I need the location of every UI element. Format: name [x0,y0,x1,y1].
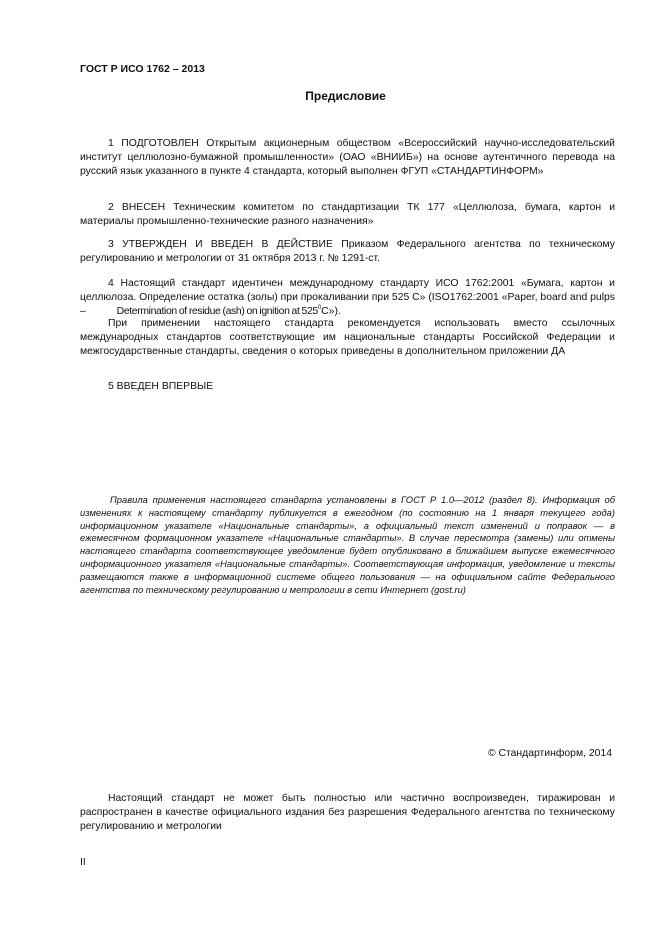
paragraph-2: 2 ВНЕСЕН Техническим комитетом по стандартизации ТК 177 «Целлюлоза, бумага, картон и материалы промышленно-технические разного назначения» [80,202,615,227]
paragraph-1: 1 ПОДГОТОВЛЕН Открытым акционерным обществом «Всероссийский научно-исследовательский институт целлюлозно-бумажной промышленности» (ОАО «ВНИИБ») на основе аутентичного перевода на русский язык указанного в пункте 4 стандарта, который выполнен ФГУП «СТАНДАРТИНФОРМ» [80,138,615,177]
page-number: II [80,857,86,868]
paragraph-4 [80,277,615,319]
paragraph-3: 3 УТВЕРЖДЕН И ВВЕДЕН В ДЕЙСТВИЕ Приказом Федерального агентства по техническому регулированию и метрологии от 31 октября 2013 г. № 1291-ст. [80,239,615,264]
legal-notice: Настоящий стандарт не может быть полностью или частично воспроизведен, тиражирован и распространен в качестве официального издания без разрешения Федерального агентства по техническому регулированию и метрологии [80,793,615,832]
page-title: Предисловие [305,89,386,103]
usage-rules-notice: Правила применения настоящего стандарта установлены в ГОСТ Р 1.0—2012 (раздел 8). Информация об изменениях к настоящему стандарту публикуется в ежегодном (по состоянию на 1 января текущего года) информационном указателе «Национальные стандарты», а официальный текст изменений и поправок — в ежемесячном формационном указателе «Национальные стандарты». В случае пересмотра (замены) или отмены настоящего стандарта соответствующее уведомление будет опубликовано в ближайшем выпуске ежемесячного информационного указателя «Национальные стандарты». Соответствующая информация, уведомление и тексты размещаются также в информационной системе общего пользования — на официальном сайте Федерального агентства по техническому регулированию и метрологии в сети Интернет (gost.ru) [80,494,615,595]
document-code-header: ГОСТ Р ИСО 1762 – 2013 [80,63,205,75]
copyright-line: © Стандартинформ, 2014 [487,748,612,759]
paragraph-4-english-title: Determination of residue (ash) on ignition at 525 [116,306,318,317]
paragraph-4-note: При применении настоящего стандарта рекомендуется использовать вместо ссылочных международных стандартов соответствующие им национальные стандарты Российской Федерации и межгосударственные стандарты, сведения о которых приведены в дополнительном приложении ДА [80,318,615,357]
paragraph-5: 5 ВВЕДЕН ВПЕРВЫЕ [108,381,214,392]
paragraph-4-tail: С»). [321,306,341,317]
degree-superscript: 0 [317,305,322,311]
paragraph-4-main: 4 Настоящий стандарт идентичен международному стандарту ИСО 1762:2001 «Бумага, картон и целлюлоза. Определение остатка (золы) при прокаливании при 525 С» (ISO1762:2001 «Paper, board and pulps – [80,278,615,317]
